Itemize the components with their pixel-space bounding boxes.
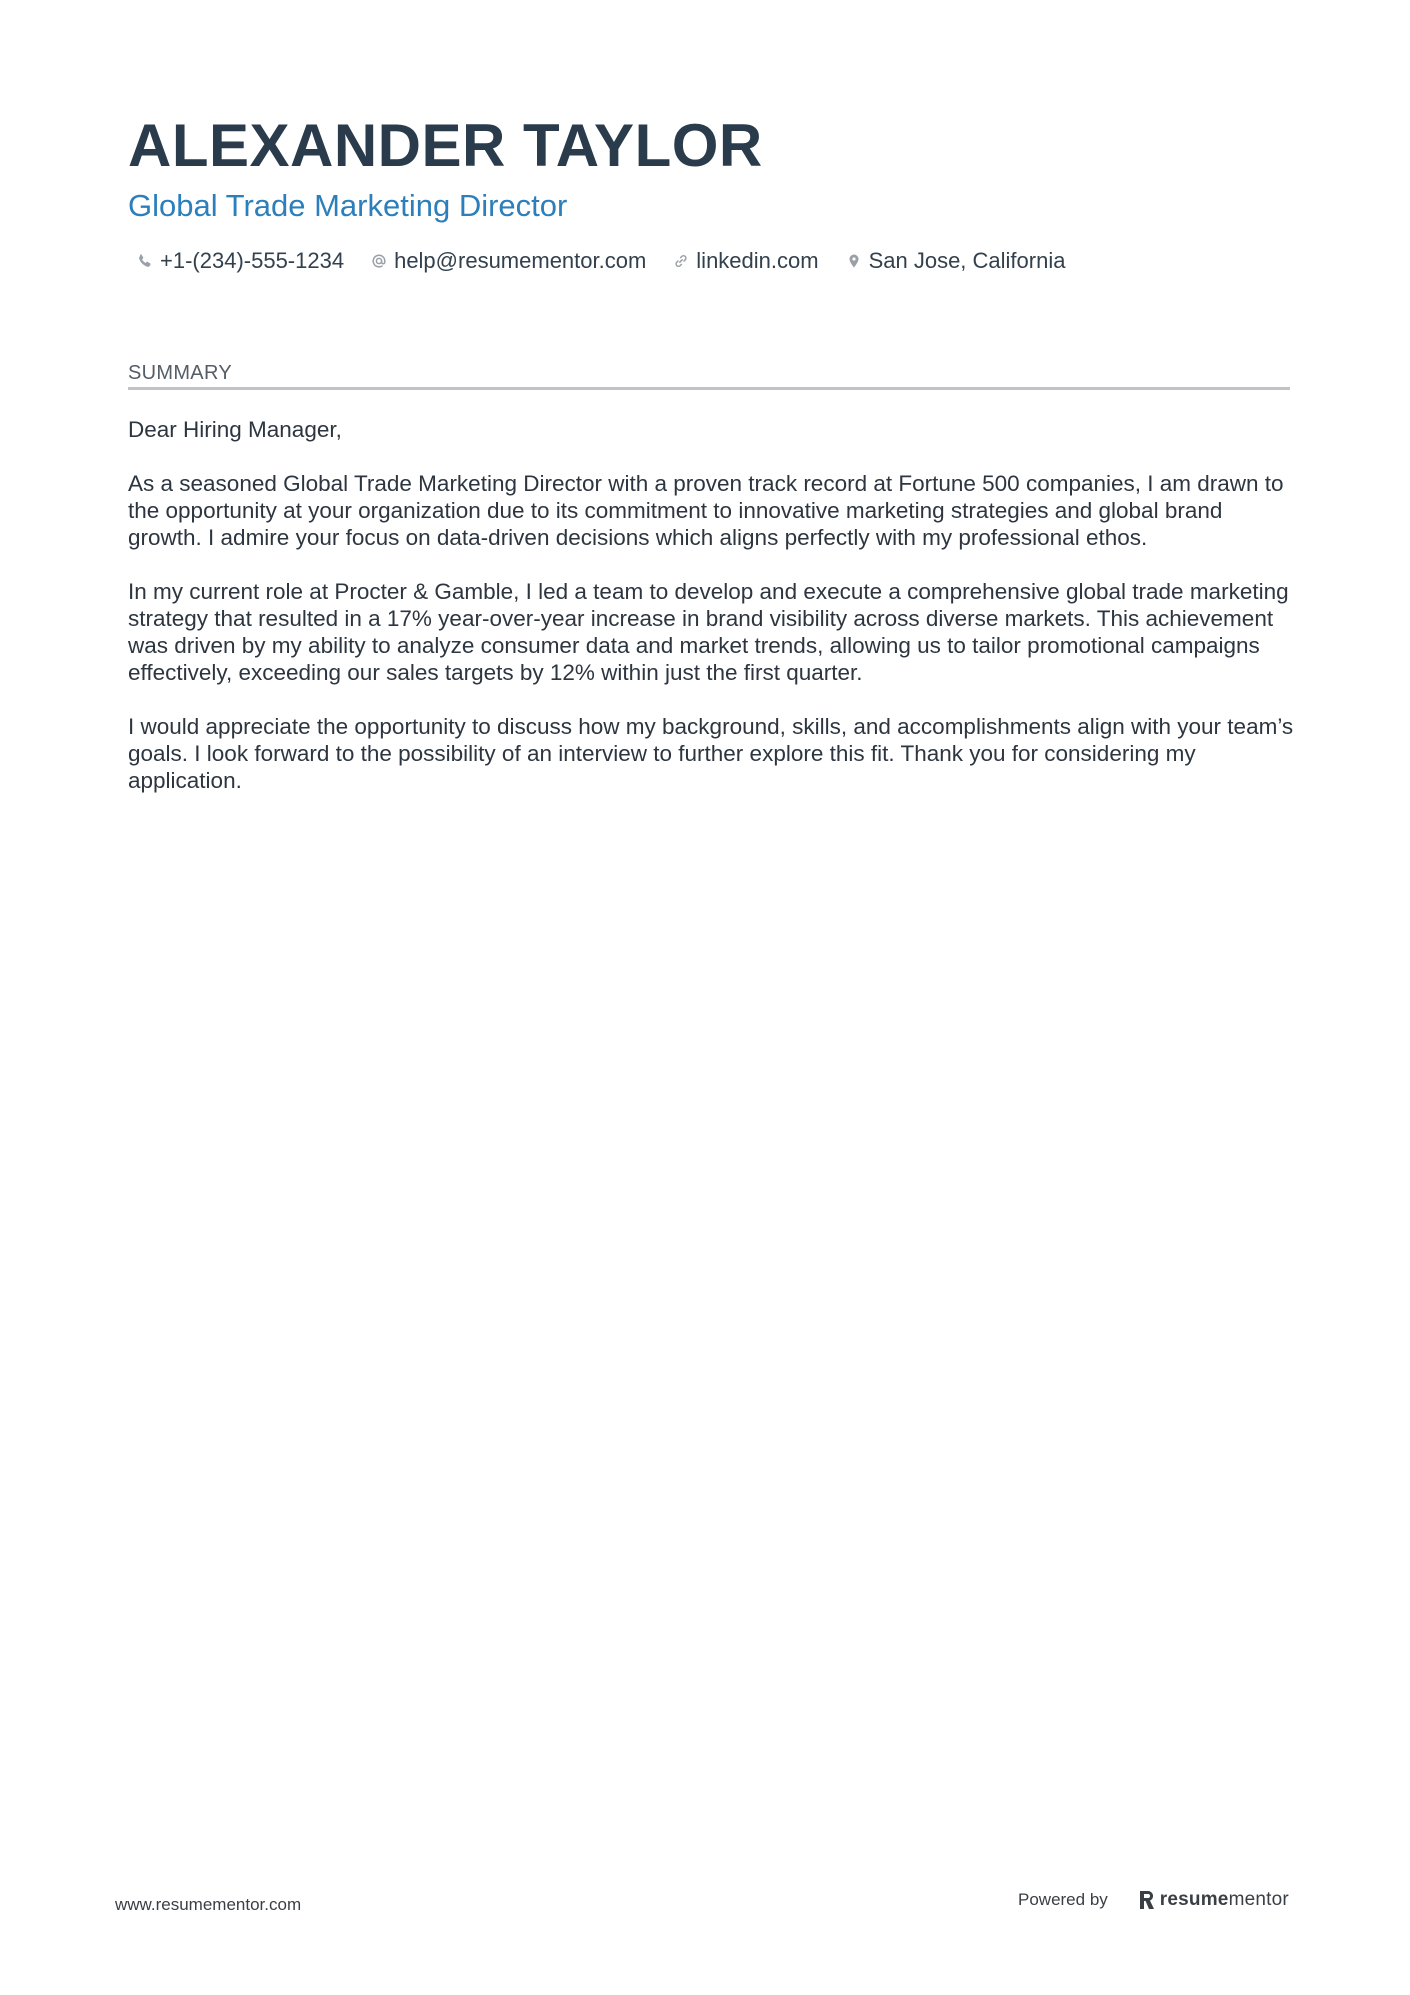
footer-branding	[1018, 1889, 1289, 1911]
contact-email[interactable]	[370, 248, 646, 274]
paragraph-achievements: In my current role at Procter & Gamble, I led a team to develop and execute a comprehensive global trade marketing strategy that resulted in a 17% year-over-year increase in brand visibility across diverse markets. This achievement was driven by my ability to analyze consumer data and market trends, allowing us to tailor promotional campaigns effectively, exceeding our sales targets by 12% within just the first quarter.	[128, 579, 1289, 685]
link-icon	[672, 252, 690, 270]
salutation: Dear Hiring Manager,	[128, 417, 342, 442]
contact-location	[845, 248, 1066, 274]
resumementor-logo: resumementor	[1159, 1889, 1289, 1910]
contact-bar	[136, 246, 1091, 276]
powered-by-label: Powered by	[1018, 1890, 1108, 1909]
email-address[interactable]: help@resumementor.com	[394, 248, 647, 273]
location-text: San Jose, California	[868, 248, 1066, 273]
resumementor-logo-icon	[1138, 1889, 1156, 1911]
linkedin-link[interactable]: linkedin.com	[696, 248, 819, 273]
contact-linkedin[interactable]	[672, 248, 818, 274]
footer-website[interactable]: www.resumementor.com	[115, 1895, 302, 1914]
at-icon	[370, 252, 388, 270]
paragraph-intro: As a seasoned Global Trade Marketing Director with a proven track record at Fortune 500 companies, I am drawn to the opportunity at your organization due to its commitment to innovative marketing strategies and global brand growth. I admire your focus on data-driven decisions which aligns perfectly with my professional ethos.	[128, 471, 1284, 550]
phone-icon	[136, 252, 154, 270]
candidate-name: ALEXANDER TAYLOR	[128, 112, 763, 179]
phone-number: +1-(234)-555-1234	[160, 248, 345, 273]
paragraph-closing: I would appreciate the opportunity to discuss how my background, skills, and accomplishments align with your team’s goals. I look forward to the possibility of an interview to further explore this fit. Thank you for considering my application.	[128, 714, 1294, 793]
summary-heading: SUMMARY	[128, 362, 232, 384]
letter-body	[128, 416, 1298, 821]
contact-phone	[136, 248, 344, 274]
section-divider	[128, 387, 1290, 390]
job-title: Global Trade Marketing Director	[128, 188, 568, 223]
location-pin-icon	[845, 252, 863, 270]
